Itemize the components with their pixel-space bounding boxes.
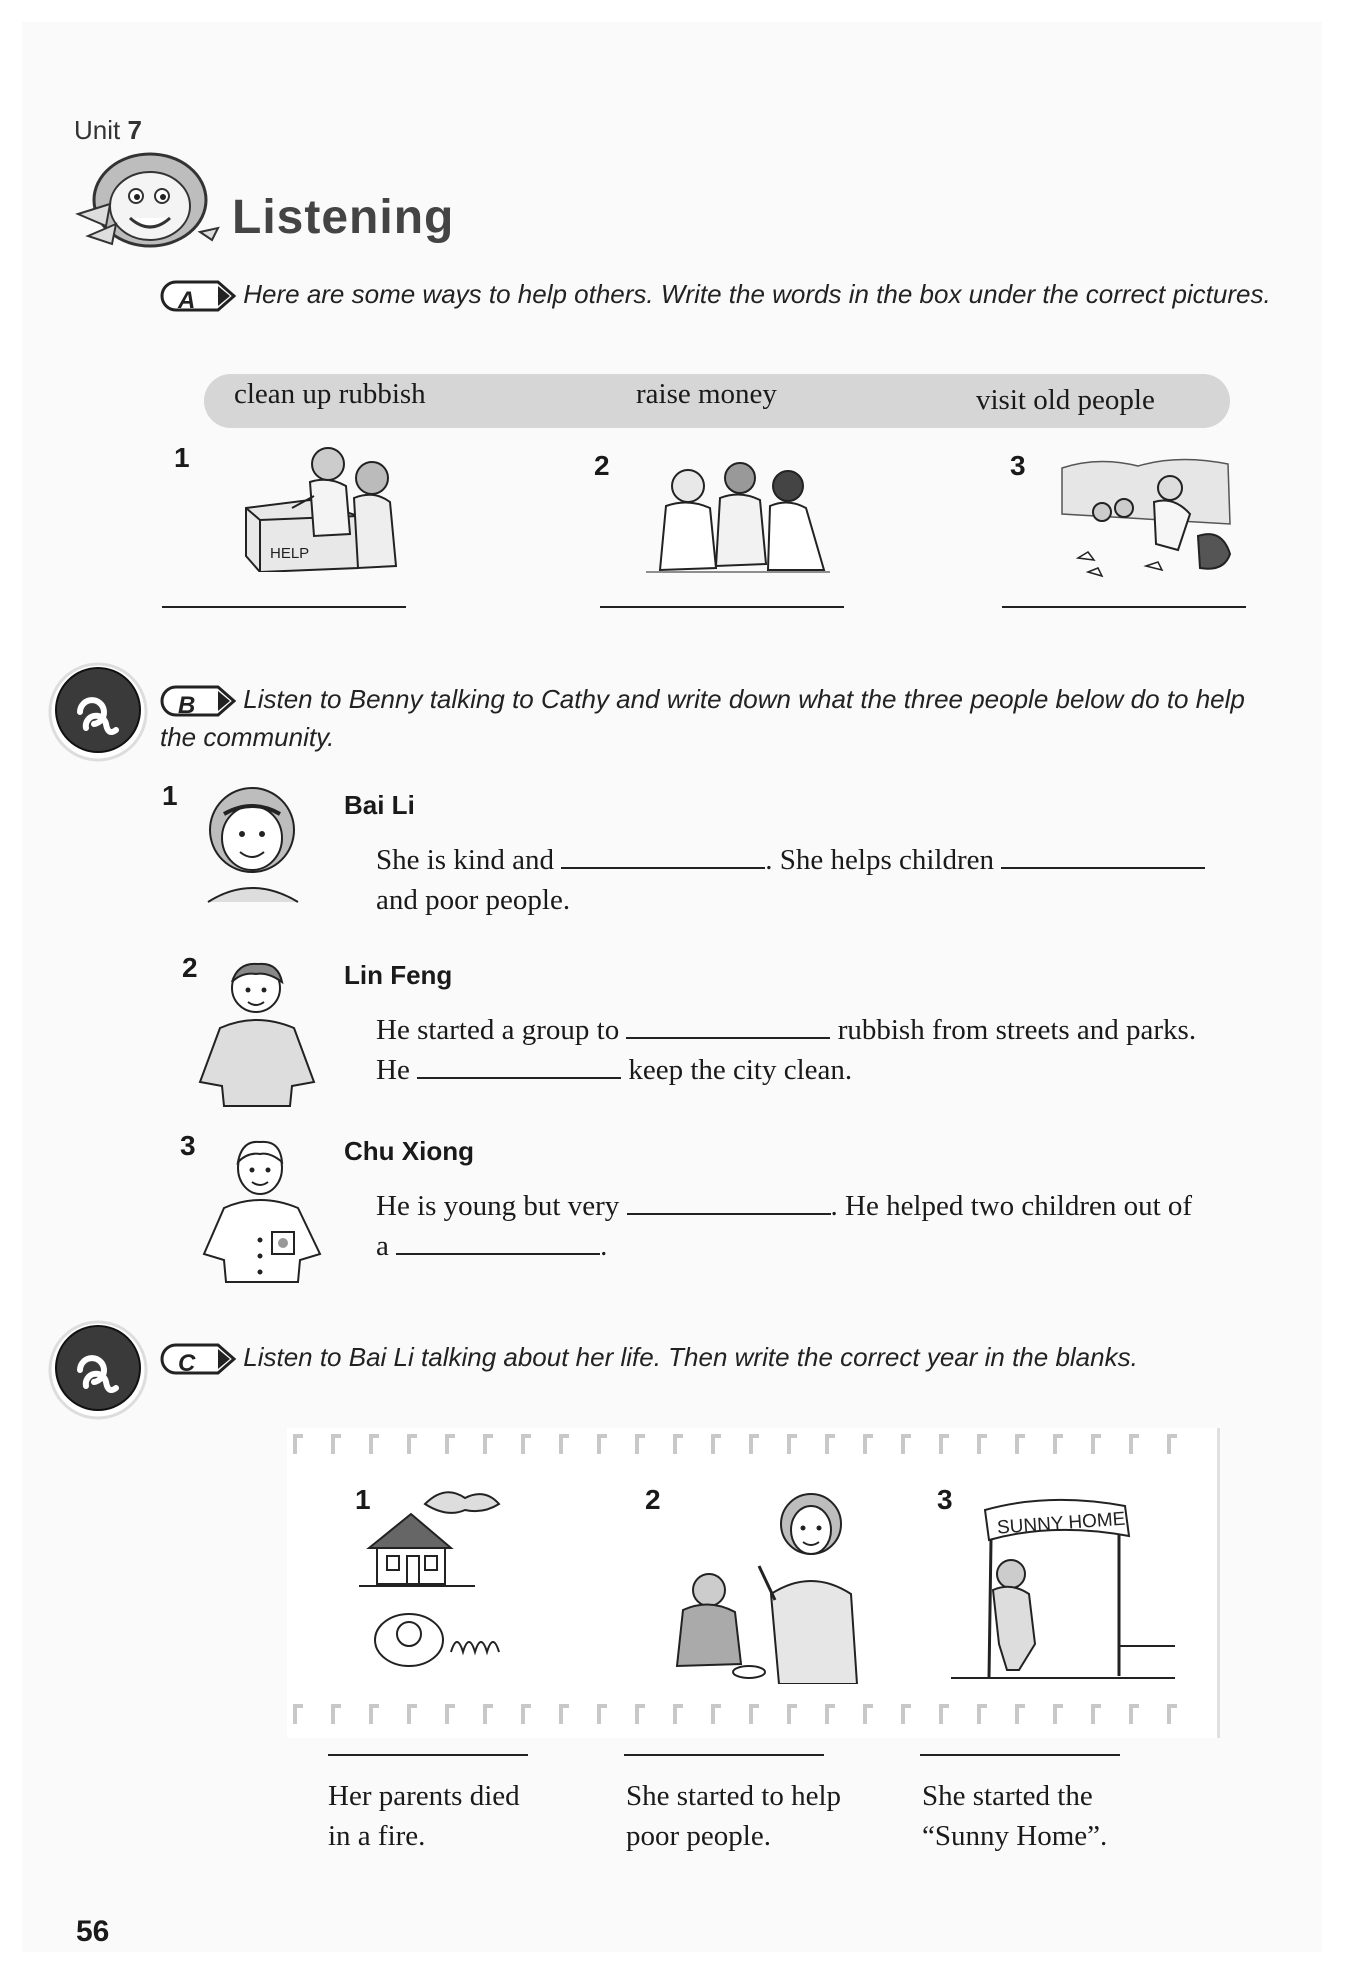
frame-2-number: 2 [645, 1484, 661, 1515]
film-perforation-top [287, 1428, 1217, 1456]
word-option-1: clean up rubbish [234, 378, 426, 410]
worksheet-page [22, 22, 1322, 1952]
answer-blank-b3b[interactable] [396, 1229, 600, 1255]
year-blank-3[interactable] [920, 1754, 1120, 1756]
item-a3-number: 3 [1010, 450, 1026, 481]
section-a-tag: A [160, 280, 236, 312]
caption-1: Her parents died in a fire. [328, 1780, 520, 1852]
helping-poor-illustration [661, 1484, 881, 1684]
audio-cd-icon-c[interactable] [46, 1318, 150, 1422]
section-b-instruction: B Listen to Benny talking to Cathy and write down what the three people below do to help the community. [160, 684, 1245, 752]
answer-blank-b2b[interactable] [417, 1053, 621, 1079]
word-option-3: visit old people [976, 384, 1155, 416]
section-a-instruction: A Here are some ways to help others. Write the words in the box under the correct pictures. [160, 275, 1280, 313]
elderly-visit-illustration [636, 460, 836, 580]
listening-mascot-icon [58, 140, 228, 260]
word-option-2: raise money [636, 378, 777, 410]
park-cleaning-illustration [1058, 454, 1238, 584]
caption-2: She started to help poor people. [626, 1780, 842, 1852]
item-a2-number: 2 [594, 450, 610, 481]
section-c-tag: C [160, 1343, 236, 1375]
year-blank-2[interactable] [624, 1754, 824, 1756]
frame-3-number: 3 [937, 1484, 953, 1515]
year-blank-1[interactable] [328, 1754, 528, 1756]
person-1-number: 1 [162, 780, 178, 811]
person-3-line-1: He is young but very . He helped two children out of [376, 1190, 1193, 1222]
bai-li-portrait [194, 784, 310, 904]
chu-xiong-portrait [202, 1136, 326, 1286]
sunny-home-sign: SUNNY HOME [996, 1508, 1127, 1539]
person-2-name: Lin Feng [344, 960, 453, 990]
person-3-line-2: a . [376, 1230, 608, 1262]
section-title: Listening [232, 191, 455, 244]
answer-blank-b1a[interactable] [561, 843, 765, 869]
answer-blank-a1[interactable] [162, 606, 406, 608]
film-perforation-bottom [287, 1698, 1217, 1726]
answer-blank-b1b[interactable] [1001, 843, 1205, 869]
answer-blank-a3[interactable] [1002, 606, 1246, 608]
person-3-name: Chu Xiong [344, 1136, 474, 1166]
answer-blank-b2a[interactable] [626, 1013, 830, 1039]
audio-cd-icon-b[interactable] [46, 660, 150, 764]
page-number: 56 [76, 1915, 110, 1948]
person-1-line-2: and poor people. [376, 884, 571, 916]
caption-3: She started the “Sunny Home”. [922, 1780, 1108, 1852]
person-3-number: 3 [180, 1130, 196, 1161]
unit-label: Unit 7 [74, 115, 142, 145]
person-1-line-1: She is kind and . She helps children [376, 840, 1205, 880]
section-b-tag: B [160, 685, 236, 717]
person-2-number: 2 [182, 952, 198, 983]
answer-blank-a2[interactable] [600, 606, 844, 608]
burning-house-illustration [355, 1484, 575, 1684]
donation-box-illustration [240, 442, 410, 572]
person-2-line-1: He started a group to rubbish from streets and parks. [376, 1014, 1197, 1046]
unit-number: 7 [127, 115, 142, 145]
item-a1-number: 1 [174, 442, 190, 473]
lin-feng-portrait [198, 958, 318, 1108]
person-1-name: Bai Li [344, 790, 415, 820]
film-strip [287, 1428, 1220, 1738]
help-box-label: HELP [270, 545, 310, 562]
section-c-instruction: C Listen to Bai Li talking about her life. Then write the correct year in the blanks. [160, 1338, 1300, 1376]
person-2-line-2: He keep the city clean. [376, 1054, 853, 1086]
frame-1-number: 1 [355, 1484, 371, 1515]
sunny-home-gate-illustration [949, 1484, 1179, 1694]
answer-blank-b3a[interactable] [627, 1189, 831, 1215]
